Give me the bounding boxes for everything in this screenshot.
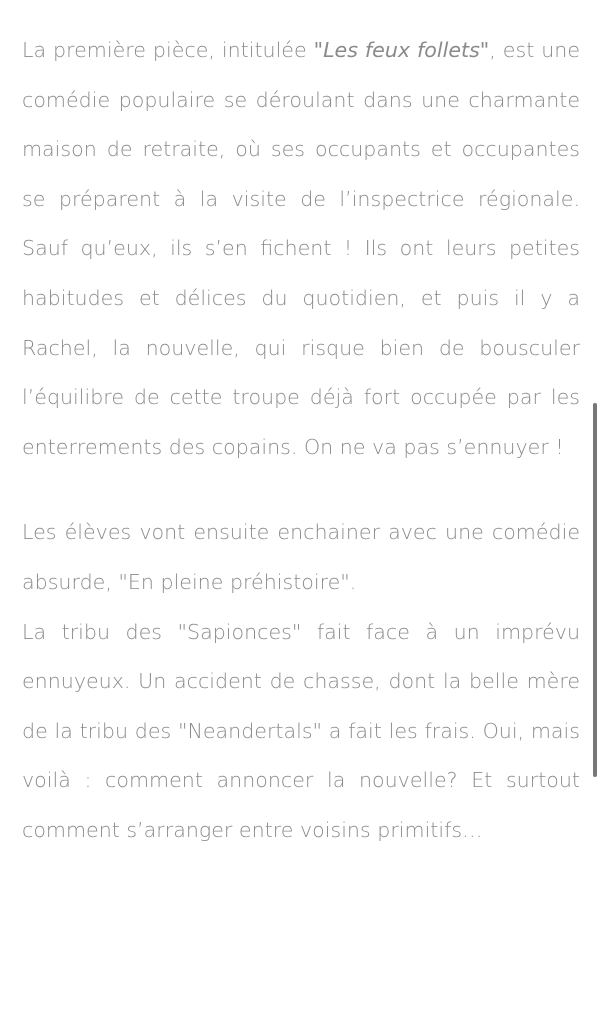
paragraph-les-feux-follets bbox=[22, 26, 580, 472]
paragraph-transition: Les élèves vont ensuite enchainer avec une comédie absurde, "En pleine préhistoire". bbox=[22, 520, 580, 594]
paragraph-en-pleine-prehistoire: La tribu des "Sapionces" fait face à un imprévu ennuyeux. Un accident de chasse, dont la belle mère de la tribu des "Neandertals" a fait les frais. Oui, mais voilà : comment annoncer la nouvelle? Et surtout comment s’arranger entre voisins primitifs… bbox=[22, 619, 580, 842]
paragraph-1-body: , est une comédie populaire se déroulant dans une charmante maison de retraite, où ses occupants et occupantes se préparent à la visite de l’inspectrice régionale. Sauf qu’eux, ils s’en fichent ! Ils ont leurs petites habitudes et délices du quotidien, et puis il y a Rachel, la nouvelle, qui risque bien de bousculer l’équilibre de cette troupe déjà fort occupée par les enterrements des copains. On ne va pas s’ennuyer ! bbox=[22, 38, 580, 459]
paragraph-1-intro: La première pièce, intitulée bbox=[22, 38, 314, 62]
play-title-les-feux-follets: "Les feux follets" bbox=[313, 38, 490, 62]
article-body bbox=[22, 26, 580, 856]
scrollbar-thumb[interactable] bbox=[593, 403, 597, 777]
